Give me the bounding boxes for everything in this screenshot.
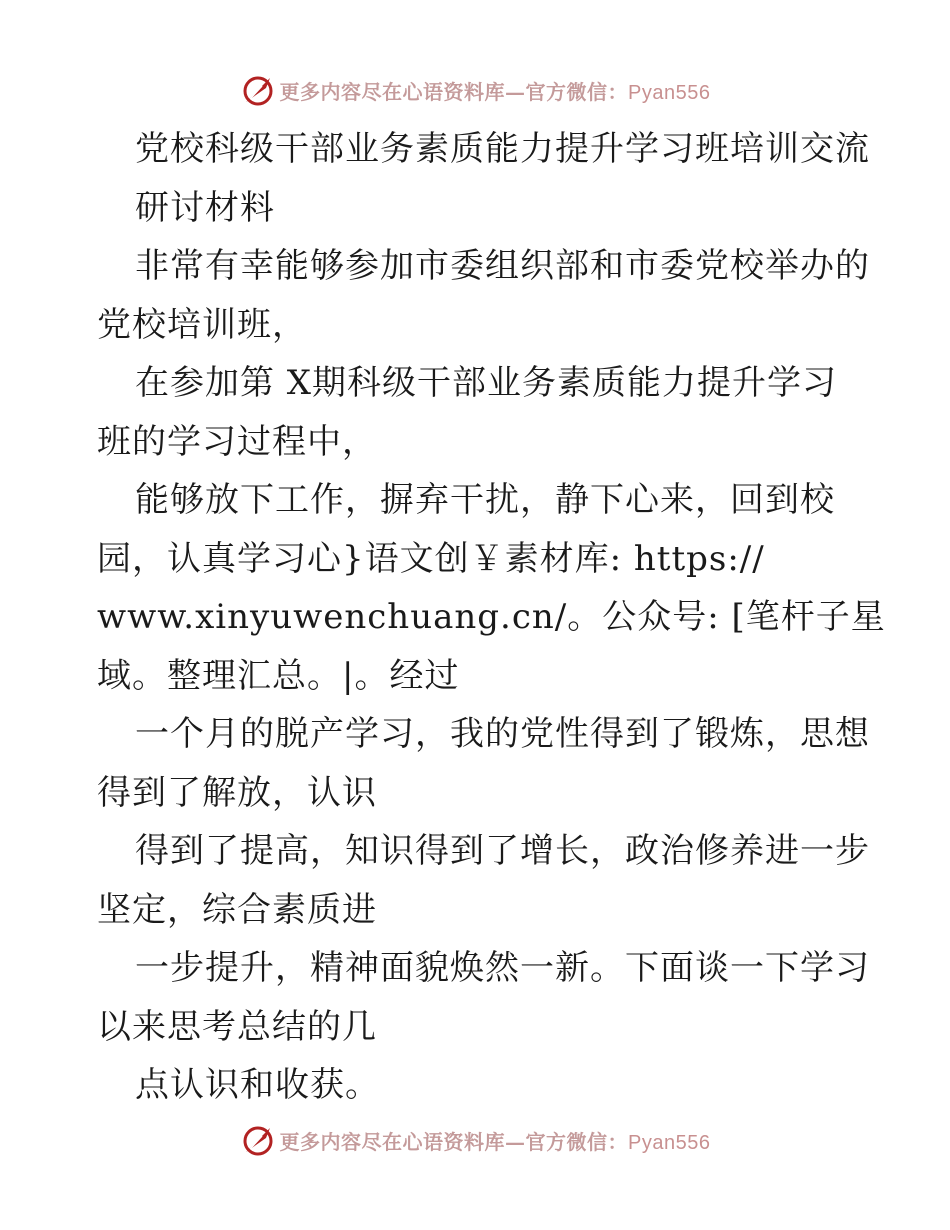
doc-line-5: 在参加第 X期科级干部业务素质能力提升学习 [135, 363, 838, 403]
document-body [97, 120, 886, 1115]
header-wechat-id: Pyan556 [628, 81, 711, 104]
doc-line-6: 班的学习过程中， [97, 421, 377, 462]
footer-banner-content [240, 1122, 711, 1158]
doc-line-16: 以来思考总结的几 [97, 1006, 377, 1047]
doc-line-2: 研讨材料 [135, 187, 275, 228]
footer-brand-text: 更多内容尽在心语资料库—官方微信： [279, 1129, 629, 1154]
quill-pen-logo-icon [240, 72, 276, 108]
footer-banner-text [280, 1126, 711, 1155]
header-banner-content [240, 72, 711, 108]
doc-line-10: 域。整理汇总。|。经过 [97, 655, 460, 696]
header-banner [0, 70, 950, 110]
doc-line-15: 一步提升，精神面貌焕然一新。下面谈一下学习 [135, 948, 870, 988]
doc-line-9: www.xinyuwenchuang.cn/。公众号: [笔杆子星 [97, 597, 886, 637]
doc-line-1: 党校科级干部业务素质能力提升学习班培训交流 [135, 129, 870, 169]
doc-line-3: 非常有幸能够参加市委组织部和市委党校举办的 [135, 246, 870, 286]
quill-pen-logo-icon [240, 1122, 276, 1158]
doc-line-12: 得到了解放，认识 [97, 772, 377, 813]
doc-line-14: 坚定，综合素质进 [97, 889, 377, 930]
doc-line-7: 能够放下工作，摒弃干扰，静下心来，回到校 [135, 480, 835, 520]
doc-line-8: 园，认真学习心}语文创￥素材库: https:// [97, 538, 765, 579]
doc-line-11: 一个月的脱产学习，我的党性得到了锻炼，思想 [135, 714, 870, 754]
footer-wechat-id: Pyan556 [628, 1131, 711, 1154]
header-banner-text [280, 76, 711, 105]
doc-line-13: 得到了提高，知识得到了增长，政治修养进一步 [135, 831, 870, 871]
doc-line-4: 党校培训班， [97, 304, 307, 345]
footer-banner [0, 1120, 950, 1160]
doc-line-17: 点认识和收获。 [135, 1065, 380, 1105]
header-brand-text: 更多内容尽在心语资料库—官方微信： [279, 79, 629, 104]
